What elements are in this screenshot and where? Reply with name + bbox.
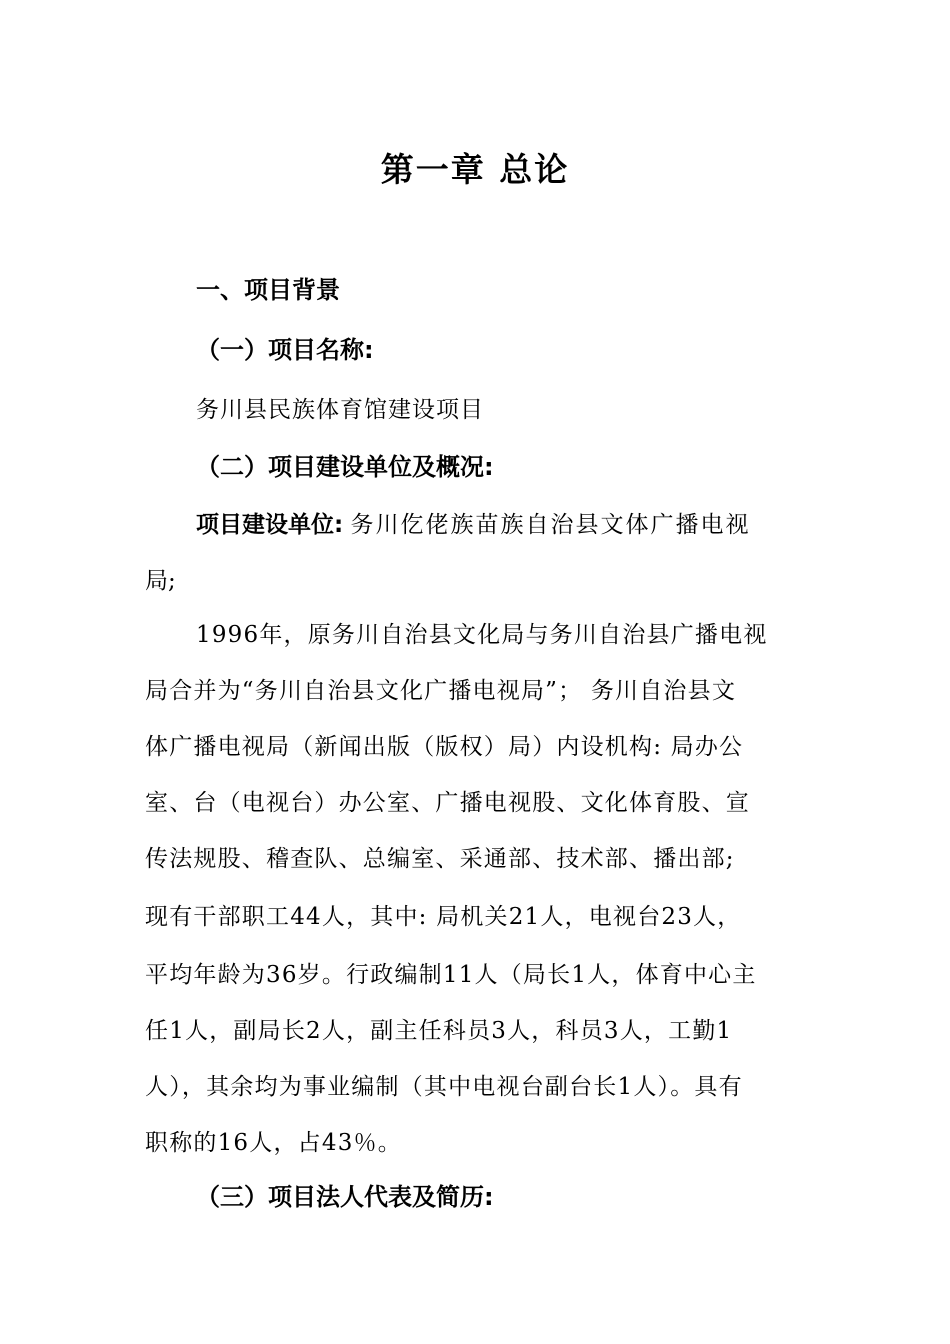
paragraph-line: 任1人，副局长2人，副主任科员3人，科员3人，工勤1 (145, 1018, 733, 1044)
subsection-heading-legal-representative: （三）项目法人代表及简历: (196, 1183, 494, 1211)
subsection-heading-project-name: （一）项目名称: (196, 336, 374, 364)
paragraph-line: 人），其余均为事业编制（其中电视台副台长1人）。具有 (145, 1074, 743, 1100)
project-name-text: 务川县民族体育馆建设项目 (196, 397, 484, 423)
chapter-title: 第一章 总论 (380, 150, 570, 189)
section-heading-project-background: 一、项目背景 (196, 276, 340, 304)
construction-unit-value: 务川仡佬族苗族自治县文体广播电视 (350, 512, 751, 538)
construction-unit-value-cont: 局; (145, 568, 176, 594)
paragraph-line: 平均年龄为36岁。行政编制11人（局长1人，体育中心主 (145, 962, 757, 988)
subsection-heading-construction-unit: （二）项目建设单位及概况: (196, 453, 494, 481)
paragraph-line: 局合并为“务川自治县文化广播电视局”； 务川自治县文 (145, 678, 737, 704)
paragraph-line: 室、台（电视台）办公室、广播电视股、文化体育股、宣 (145, 790, 750, 816)
paragraph-line: 传法规股、稽查队、总编室、采通部、技术部、播出部; (145, 846, 735, 872)
paragraph-line: 1996年，原务川自治县文化局与务川自治县广播电视 (196, 622, 768, 648)
construction-unit-label: 项目建设单位: (196, 512, 344, 538)
paragraph-line: 体广播电视局（新闻出版（版权）局）内设机构: 局办公 (145, 734, 744, 760)
paragraph-line: 职称的16人，占43％。 (145, 1130, 402, 1156)
construction-unit-line (196, 508, 751, 542)
paragraph-line: 现有干部职工44人，其中: 局机关21人，电视台23人， (145, 904, 742, 930)
